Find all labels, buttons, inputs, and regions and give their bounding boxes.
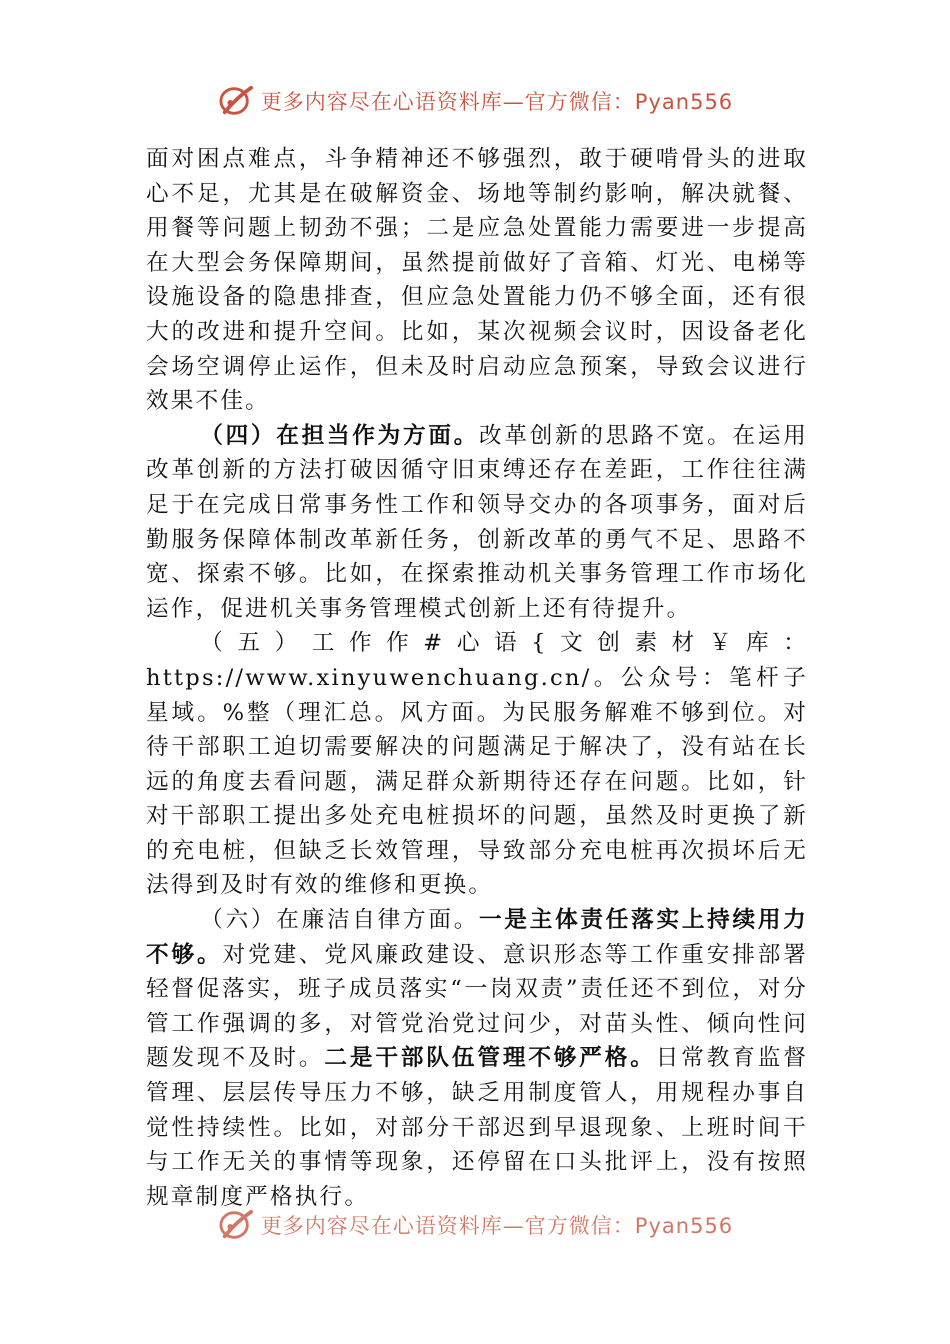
- section-heading: （六）在廉洁自律方面。: [200, 907, 480, 934]
- section-heading: （四）在担当作为方面。: [200, 422, 480, 449]
- watermark-text: 更多内容尽在心语资料库—官方微信：Pyan556: [260, 90, 734, 114]
- bold-point: 二是干部队伍管理不够严格。: [324, 1045, 656, 1072]
- paragraph-text: 改革创新的思路不宽。在运用改革创新的方法打破因循守旧束缚还存在差距，工作往往满足于在完成日常事务性工作和领导交办的各项事务，面对后勤服务保障体制改革新任务，创新改革的勇气不足、思路不宽、探索不够。比如，在探索推动机关事务管理工作市场化运作，促进机关事务管理模式创新上还有待提升。: [146, 422, 808, 622]
- paragraph: [146, 419, 808, 627]
- document-body: [146, 142, 808, 1214]
- brush-logo-icon: [217, 1208, 255, 1242]
- paragraph-text: 日常教育监督管理、层层传导压力不够，缺乏用制度管人，用规程办事自觉性持续性。比如，对部分干部迟到早退现象、上班时间干与工作无关的事情等现象，还停留在口头批评上，没有按照规章制度严格执行。: [146, 1045, 808, 1210]
- paragraph: （五）工作作#心语{文创素材￥库：https://www.xinyuwenchuang.cn/。公众号：笔杆子星域。%整（理汇总。风方面。为民服务解难不够到位。对待干部职工迫切需要解决的问题满足于解决了，没有站在长远的角度去看问题，满足群众新期待还存在问题。比如，针对干部职工提出多处充电桩损坏的问题，虽然及时更换了新的充电桩，但缺乏长效管理，导致部分充电桩再次损坏后无法得到及时有效的维修和更换。: [146, 630, 808, 899]
- bold-point: 一是主体责任落实上持续用力不够。: [146, 907, 808, 968]
- paragraph: 面对困点难点，斗争精神还不够强烈，敢于硬啃骨头的进取心不足，尤其是在破解资金、场地等制约影响，解决就餐、用餐等问题上韧劲不强；二是应急处置能力需要进一步提高在大型会务保障期间，虽然提前做好了音箱、灯光、电梯等设施设备的隐患排查，但应急处置能力仍不够全面，还有很大的改进和提升空间。比如，某次视频会议时，因设备老化会场空调停止运作，但未及时启动应急预案，导致会议进行效果不佳。: [146, 146, 808, 415]
- brush-logo-icon: [217, 84, 255, 118]
- watermark-text: 更多内容尽在心语资料库—官方微信：Pyan556: [260, 1214, 734, 1238]
- watermark-header: [0, 84, 950, 118]
- paragraph-text: 对党建、党风廉政建设、意识形态等工作重安排部署轻督促落实，班子成员落实“一岗双责”责任还不到位，对分管工作强调的多，对管党治党过问少，对苗头性、倾向性问题发现不及时。: [146, 941, 808, 1072]
- paragraph: [146, 903, 808, 1214]
- watermark-footer: [0, 1208, 950, 1242]
